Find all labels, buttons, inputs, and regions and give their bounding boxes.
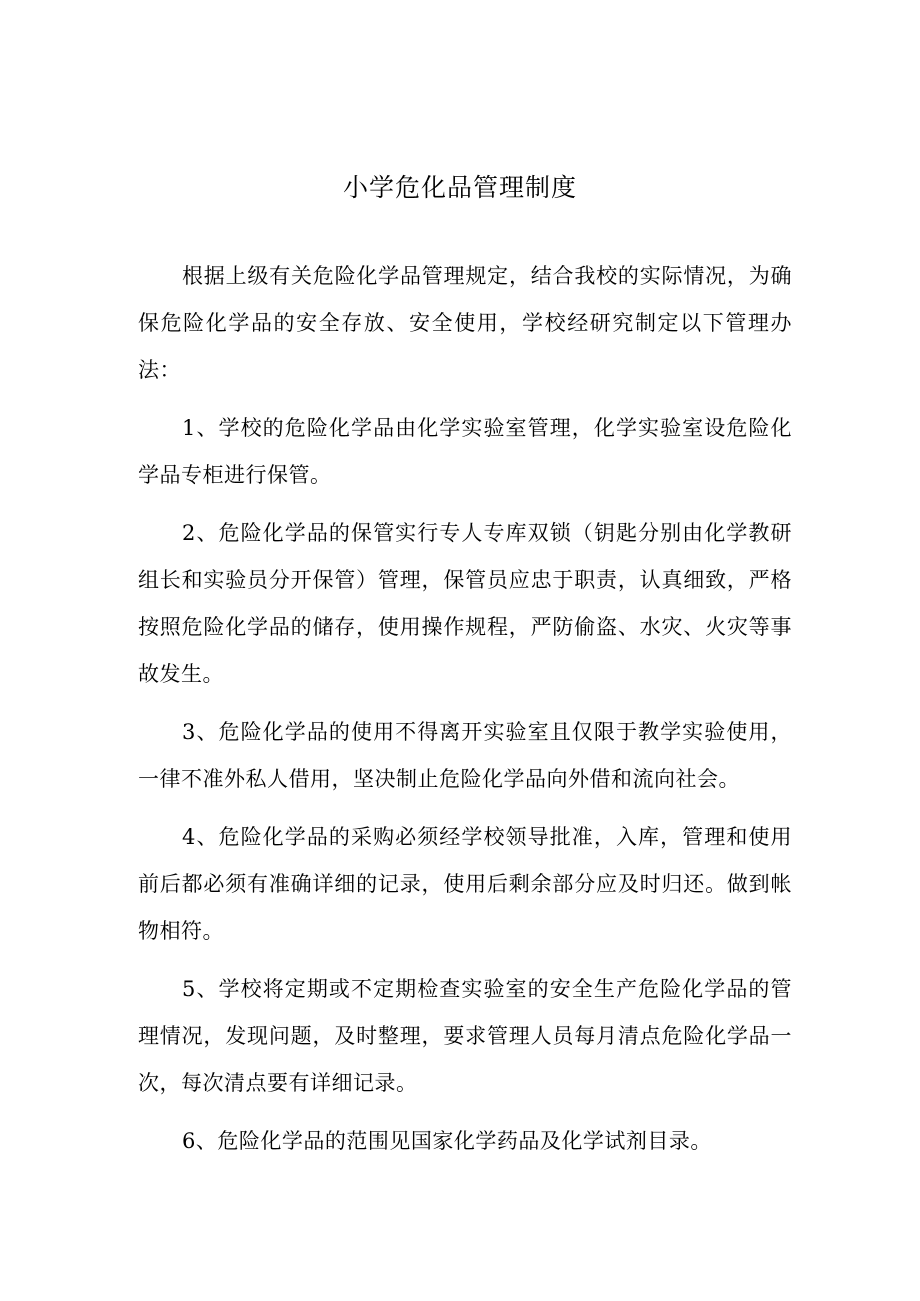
rule-paragraph-5: 5、学校将定期或不定期检查实验室的安全生产危险化学品的管理情况，发现问题，及时整理，要求管理人员每月清点危险化学品一次，每次清点要有详细记录。	[138, 977, 792, 1095]
intro-paragraph: 根据上级有关危险化学品管理规定，结合我校的实际情况，为确保危险化学品的安全存放、安全使用，学校经研究制定以下管理办法：	[138, 264, 792, 382]
rule-paragraph-2: 2、危险化学品的保管实行专人专库双锁（钥匙分别由化学教研组长和实验员分开保管）管理，保管员应忠于职责，认真细致，严格按照危险化学品的储存，使用操作规程，严防偷盗、水灾、火灾等事故发生。	[138, 521, 792, 686]
document-title: 小学危化品管理制度	[342, 173, 577, 202]
rule-paragraph-6: 6、危险化学品的范围见国家化学药品及化学试剂目录。	[182, 1129, 712, 1153]
rule-paragraph-1: 1、学校的危险化学品由化学实验室管理，化学实验室设危险化学品专柜进行保管。	[138, 416, 792, 487]
rule-paragraph-3: 3、危险化学品的使用不得离开实验室且仅限于教学实验使用，一律不准外私人借用，坚决制止危险化学品向外借和流向社会。	[138, 720, 792, 791]
rule-paragraph-4: 4、危险化学品的采购必须经学校领导批准，入库，管理和使用前后都必须有准确详细的记录，使用后剩余部分应及时归还。做到帐物相符。	[138, 825, 792, 943]
document-body	[138, 253, 792, 1176]
